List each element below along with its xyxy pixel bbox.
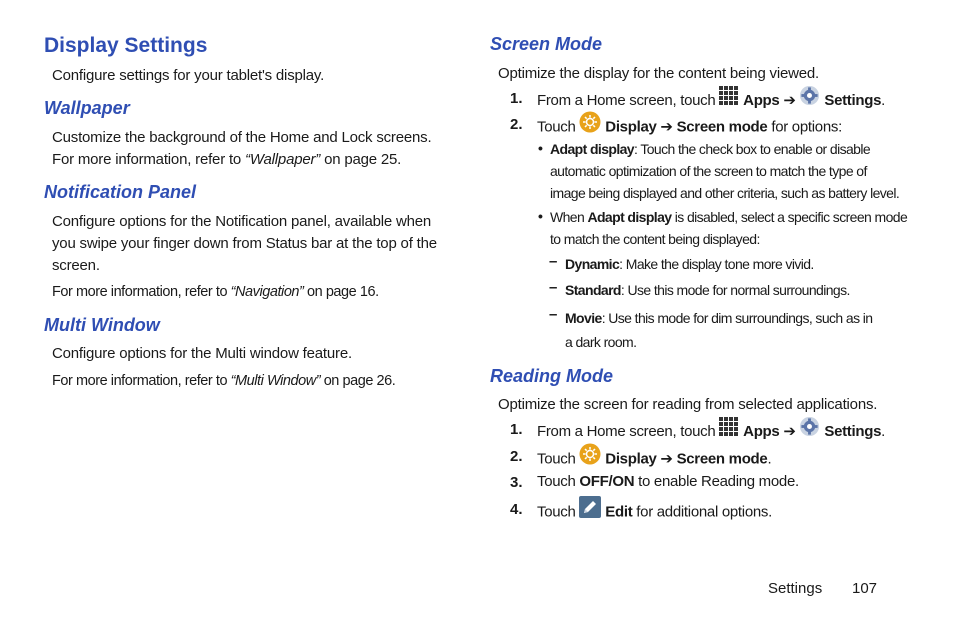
navigation-ref[interactable]: “Navigation”: [230, 284, 304, 300]
screen-mode-step-2: Touch Display ➔ Screen mode for options:: [537, 113, 842, 142]
screen-mode-step-1: From a Home screen, touch Apps ➔ Settings.: [537, 87, 885, 115]
bullet-marker: •: [538, 140, 543, 156]
multi-window-heading: Multi Window: [44, 315, 160, 335]
dash-marker: –: [549, 253, 558, 270]
display-brightness-icon: [579, 111, 601, 140]
notification-text: Configure options for the Notification panel, available when you swipe your finger down from Status bar at the top of the screen.: [52, 213, 437, 274]
multi-window-ref[interactable]: “Multi Window”: [230, 373, 321, 389]
dash-marker: –: [549, 306, 558, 323]
step-number: 4.: [510, 501, 523, 518]
reading-mode-step-1: From a Home screen, touch Apps ➔ Settings.: [537, 418, 885, 446]
apps-grid-icon: [719, 86, 739, 113]
multi-window-ref-text: For more information, refer to “Multi Window” on page 26.: [52, 373, 396, 389]
intro-text: Configure settings for your tablet's display.: [52, 67, 325, 84]
standard-mode-item: Standard: Use this mode for normal surroundings.: [565, 282, 850, 298]
footer-section: Settings: [768, 580, 823, 597]
notification-heading: Notification Panel: [44, 182, 197, 202]
display-brightness-icon: [579, 443, 601, 472]
step-number: 3.: [510, 474, 523, 491]
reading-mode-step-2: Touch Display ➔ Screen mode.: [537, 445, 771, 474]
wallpaper-heading: Wallpaper: [44, 98, 130, 118]
dynamic-mode-item: Dynamic: Make the display tone more vivid.: [565, 256, 814, 272]
wallpaper-text: Customize the background of the Home and Lock screens. For more information, refer to “Wallpaper” on page 25.: [52, 129, 432, 168]
bullet-marker: •: [538, 208, 543, 224]
wallpaper-ref[interactable]: “Wallpaper”: [245, 151, 321, 168]
settings-gear-icon: [799, 416, 820, 444]
step-number: 1.: [510, 90, 523, 107]
adapt-disabled-bullet: When Adapt display is disabled, select a specific screen mode to match the content being displayed:: [550, 209, 908, 247]
step-number: 2.: [510, 448, 523, 465]
settings-gear-icon: [799, 85, 820, 113]
screen-mode-heading: Screen Mode: [490, 34, 603, 54]
movie-mode-item: Movie: Use this mode for dim surroundings, such as in a dark room.: [565, 310, 873, 350]
dash-marker: –: [549, 279, 558, 296]
page-title: Display Settings: [44, 34, 208, 57]
reading-mode-heading: Reading Mode: [490, 366, 614, 386]
multi-window-text: Configure options for the Multi window feature.: [52, 345, 352, 362]
apps-grid-icon: [719, 417, 739, 444]
reading-mode-step-4: Touch Edit for additional options.: [537, 498, 772, 527]
edit-pencil-icon: [579, 496, 601, 525]
step-number: 1.: [510, 421, 523, 438]
screen-mode-intro: Optimize the display for the content being viewed.: [498, 65, 820, 82]
reading-mode-intro: Optimize the screen for reading from selected applications.: [498, 396, 878, 413]
adapt-display-bullet: Adapt display: Touch the check box to enable or disable automatic optimization of the screen to match the type of image being displayed and other criteria, such as battery level.: [550, 141, 900, 201]
reading-mode-step-3: Touch OFF/ON to enable Reading mode.: [537, 473, 799, 490]
notification-ref-text: For more information, refer to “Navigation” on page 16.: [52, 284, 379, 300]
step-number: 2.: [510, 116, 523, 133]
page-number: 107: [852, 580, 878, 597]
